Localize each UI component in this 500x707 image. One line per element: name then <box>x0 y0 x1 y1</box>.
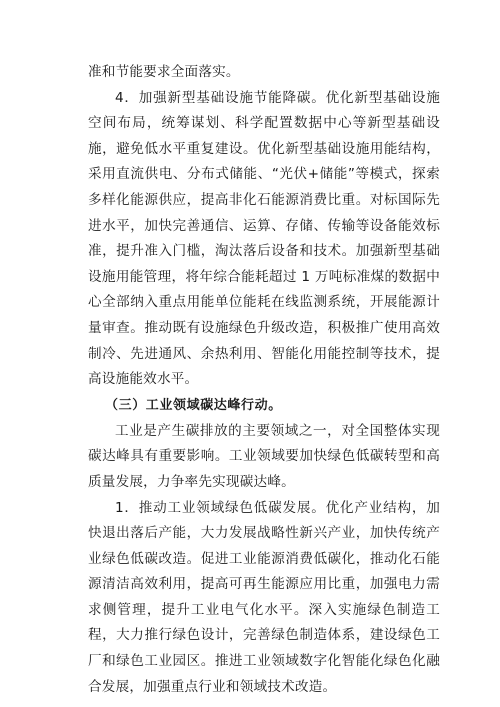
paragraph-industry-green: 1．推动工业领域绿色低碳发展。优化产业结构，加快退出落后产能，大力发展战略性新兴产业，加快传统产业绿色低碳改造。促进工业能源消费低碳化，推动化石能源清洁高效利用，提高可再生能源应用比重，加强电力需求侧管理，提升工业电气化水平。深入实施绿色制造工程，大力推行绿色设计，完善绿色制造体系，建设绿色工厂和绿色工业园区。推进工业领域数字化智能化绿色化融合发展，加强重点行业和领域技术改造。 <box>88 499 440 695</box>
section-heading-industry: （三）工业领域碳达峰行动。 <box>105 397 282 413</box>
paragraph-new-infrastructure: 4．加强新型基础设施节能降碳。优化新型基础设施空间布局，统筹谋划、科学配置数据中心等新型基础设施，避免低水平重复建设。优化新型基础设施用能结构，采用直流供电、分布式储能、“光伏+储能”等模式，探索多样化能源供应，提高非化石能源消费比重。对标国际先进水平，加快完善通信、运算、存储、传输等设备能效标准，提升准入门槛，淘汰落后设备和技术。加强新型基础设施用能管理，将年综合能耗超过 1 万吨标准煤的数据中心全部纳入重点用能单位能耗在线监测系统，开展能源计量审查。推动既有设施绿色升级改造，积极推广使用高效制冷、先进通风、余热利用、智能化用能控制等技术，提高设施能效水平。 <box>88 89 440 388</box>
paragraph-continuation: 准和节能要求全面落实。 <box>88 64 240 80</box>
paragraph-industry-intro: 工业是产生碳排放的主要领域之一，对全国整体实现碳达峰具有重要影响。工业领域要加快绿色低碳转型和高质量发展，力争率先实现碳达峰。 <box>88 422 440 490</box>
document-page <box>88 60 440 700</box>
